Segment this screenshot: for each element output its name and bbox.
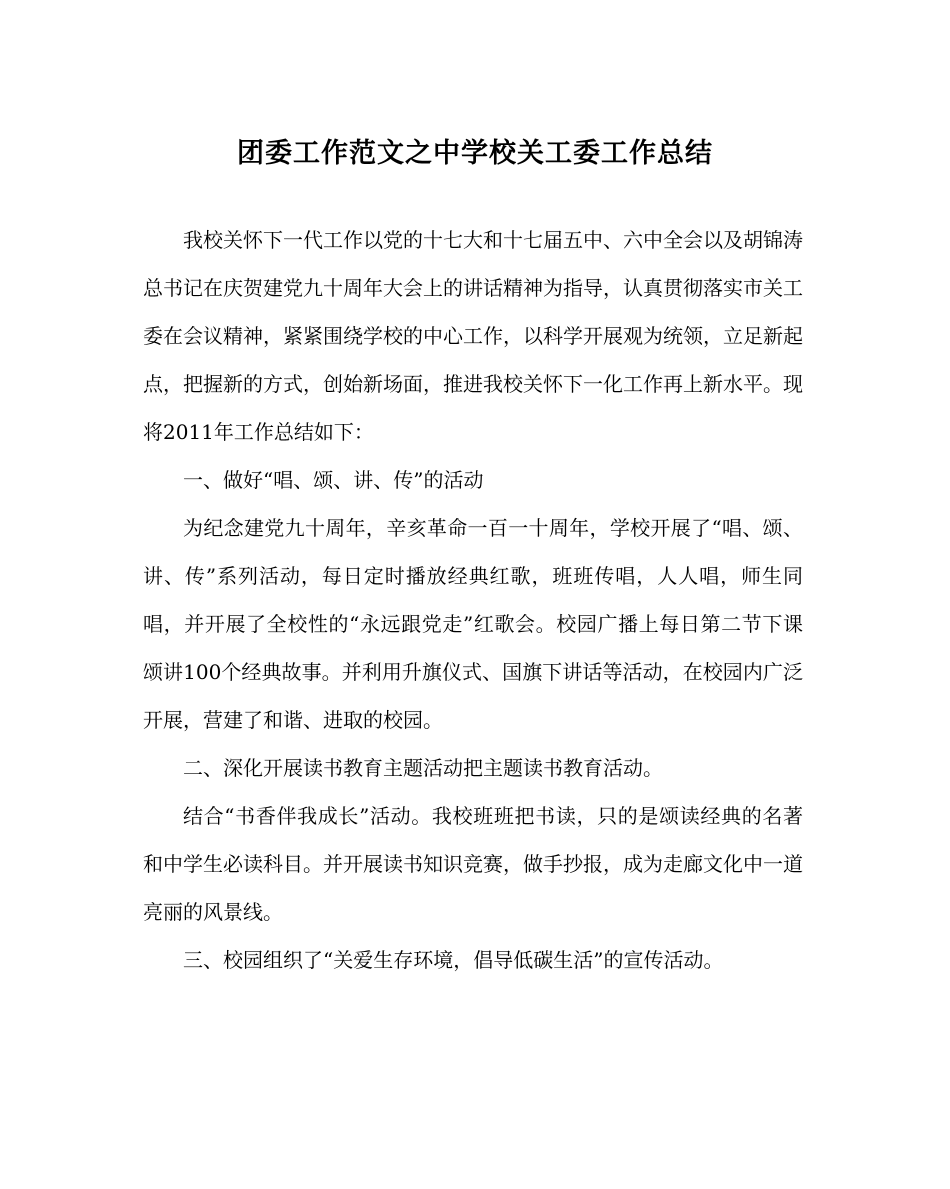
section-heading-3: 三、校园组织了“关爱生存环境，倡导低碳生活”的宣传活动。 <box>183 948 724 972</box>
document-title: 团委工作范文之中学校关工委工作总结 <box>237 138 713 169</box>
paragraph-intro: 我校关怀下一代工作以党的十七大和十七届五中、六中全会以及胡锦涛总书记在庆贺建党九十周年大会上的讲话精神为指导，认真贯彻落实市关工委在会议精神，紧紧围绕学校的中心工作，以科学开展观为统领，立足新起点，把握新的方式，创始新场面，推进我校关怀下一化工作再上新水平。现将2011年工作总结如下： <box>143 228 803 444</box>
paragraph-section-2: 结合“书香伴我成长”活动。我校班班把书读，只的是颂读经典的名著和中学生必读科目。并开展读书知识竞赛，做手抄报，成为走廊文化中一道亮丽的风景线。 <box>143 804 803 924</box>
section-heading-2: 二、深化开展读书教育主题活动把主题读书教育活动。 <box>183 756 663 780</box>
paragraph-section-1: 为纪念建党九十周年，辛亥革命一百一十周年，学校开展了“唱、颂、讲、传”系列活动，每日定时播放经典红歌，班班传唱，人人唱，师生同唱，并开展了全校性的“永远跟党走”红歌会。校园广播上每日第二节下课颂讲100个经典故事。并利用升旗仪式、国旗下讲话等活动，在校园内广泛开展，营建了和谐、进取的校园。 <box>143 516 803 732</box>
section-heading-1: 一、做好“唱、颂、讲、传”的活动 <box>183 468 484 492</box>
document-body <box>143 216 803 984</box>
